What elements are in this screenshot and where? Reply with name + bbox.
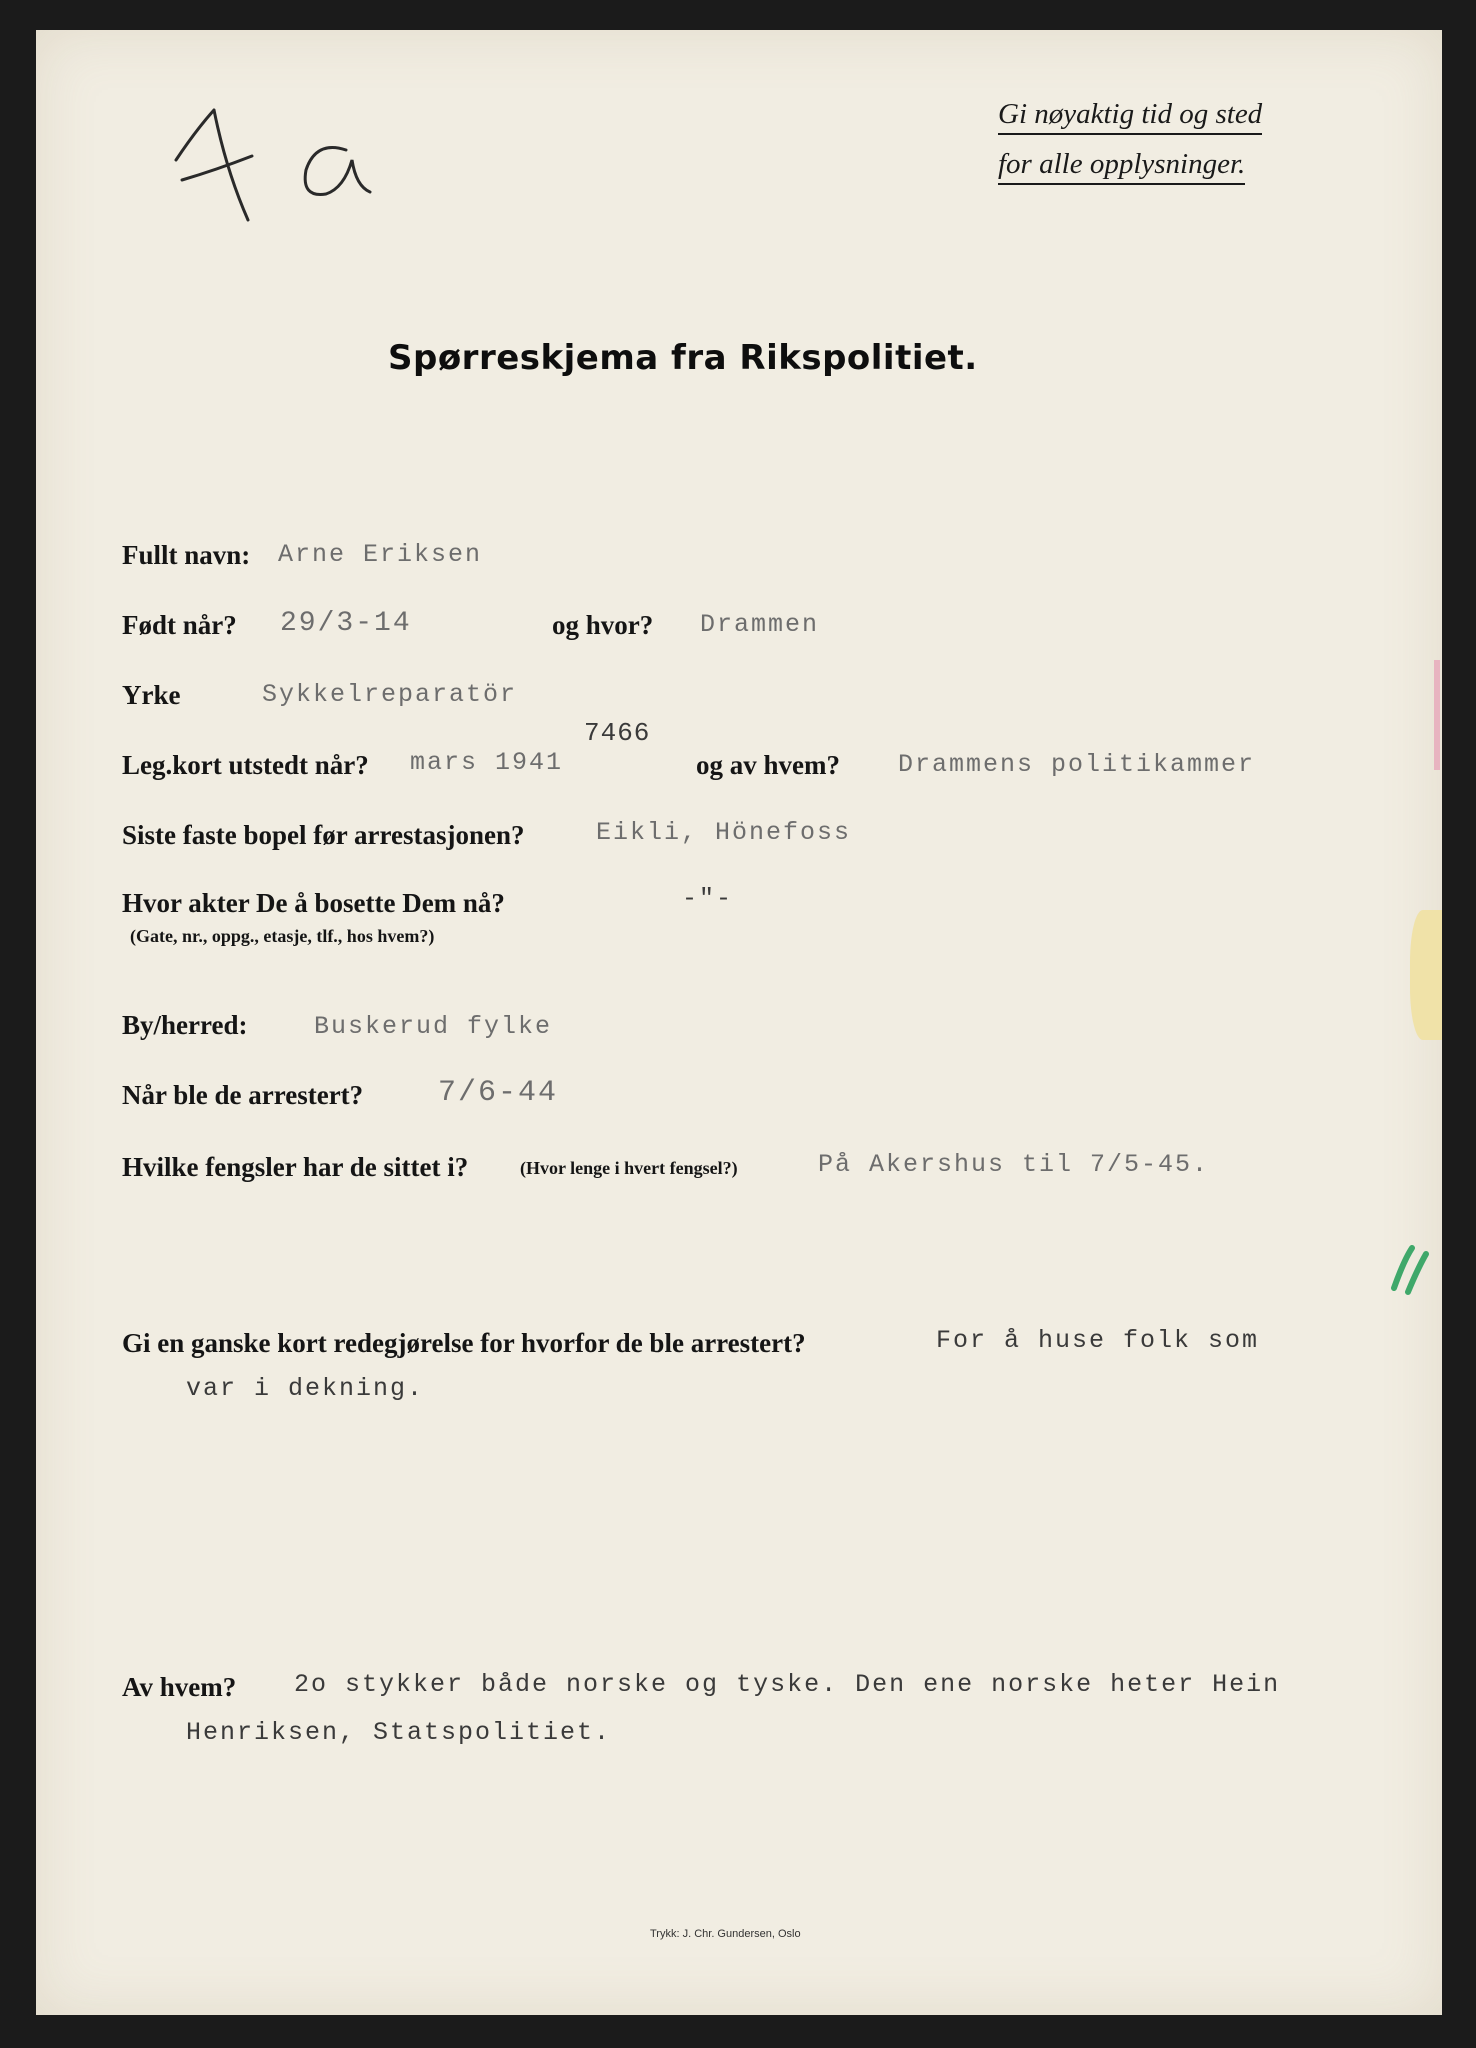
last-residence-value: Eikli, Hönefoss <box>596 818 852 847</box>
occupation-value: Sykkelreparatör <box>262 680 518 709</box>
paper-stain <box>1410 910 1442 1040</box>
prisons-label: Hvilke fengsler har de sittet i? <box>122 1152 469 1182</box>
arrest-reason-value-line2: var i dekning. <box>186 1374 425 1403</box>
arrested-by-value-line1: 2o stykker både norske og tyske. Den ene norske heter Hein <box>294 1670 1281 1699</box>
handwritten-marking-icon <box>156 90 416 250</box>
occupation-label: Yrke <box>122 680 181 710</box>
printer-imprint: Trykk: J. Chr. Gundersen, Oslo <box>650 1928 801 1940</box>
municipality-value: Buskerud fylke <box>314 1012 553 1041</box>
id-card-issuer-label: og av hvem? <box>696 750 840 780</box>
green-check-icon <box>1386 1240 1436 1305</box>
arrest-reason-label <box>122 1328 806 1359</box>
birth-date-label: Født når? <box>122 610 237 640</box>
future-residence-sublabel: (Gate, nr., oppg., etasje, tlf., hos hvem?) <box>130 926 435 946</box>
form-title: Spørreskjema fra Rikspolitiet. <box>388 338 978 378</box>
instruction-note-line1: Gi nøyaktig tid og sted <box>998 98 1262 135</box>
birth-place-value: Drammen <box>700 610 820 639</box>
arrest-date-value: 7/6-44 <box>438 1076 559 1110</box>
arrested-by-label: Av hvem? <box>122 1672 237 1702</box>
last-residence-label: Siste faste bopel før arrestasjonen? <box>122 820 525 850</box>
id-card-number: 7466 <box>584 718 651 748</box>
prisons-sublabel: (Hvor lenge i hvert fengsel?) <box>520 1158 738 1178</box>
id-card-issuer-value: Drammens politikammer <box>898 750 1256 779</box>
arrest-reason-label-text: Gi en ganske kort redegjørelse for hvorfor de ble arrestert? <box>122 1328 806 1358</box>
id-card-issued-value: mars 1941 <box>410 748 564 777</box>
future-residence-value: -"- <box>682 884 734 913</box>
form-page <box>36 30 1442 2015</box>
birth-date-value: 29/3-14 <box>280 608 412 639</box>
corner-marking <box>156 90 416 255</box>
full-name-label: Fullt navn: <box>122 540 251 570</box>
instruction-note-line2: for alle opplysninger. <box>998 148 1245 185</box>
prisons-value: På Akershus til 7/5-45. <box>818 1150 1210 1179</box>
edge-mark <box>1434 660 1440 770</box>
birth-place-label: og hvor? <box>552 610 654 640</box>
arrest-date-label: Når ble de arrestert? <box>122 1080 364 1110</box>
arrest-reason-value-line1: For å huse folk som <box>936 1326 1260 1355</box>
municipality-label: By/herred: <box>122 1010 248 1040</box>
id-card-issued-label: Leg.kort utstedt når? <box>122 750 369 780</box>
arrested-by-value-line2: Henriksen, Statspolitiet. <box>186 1718 612 1747</box>
future-residence-label: Hvor akter De å bosette Dem nå? <box>122 888 505 918</box>
full-name-value: Arne Eriksen <box>278 540 483 569</box>
